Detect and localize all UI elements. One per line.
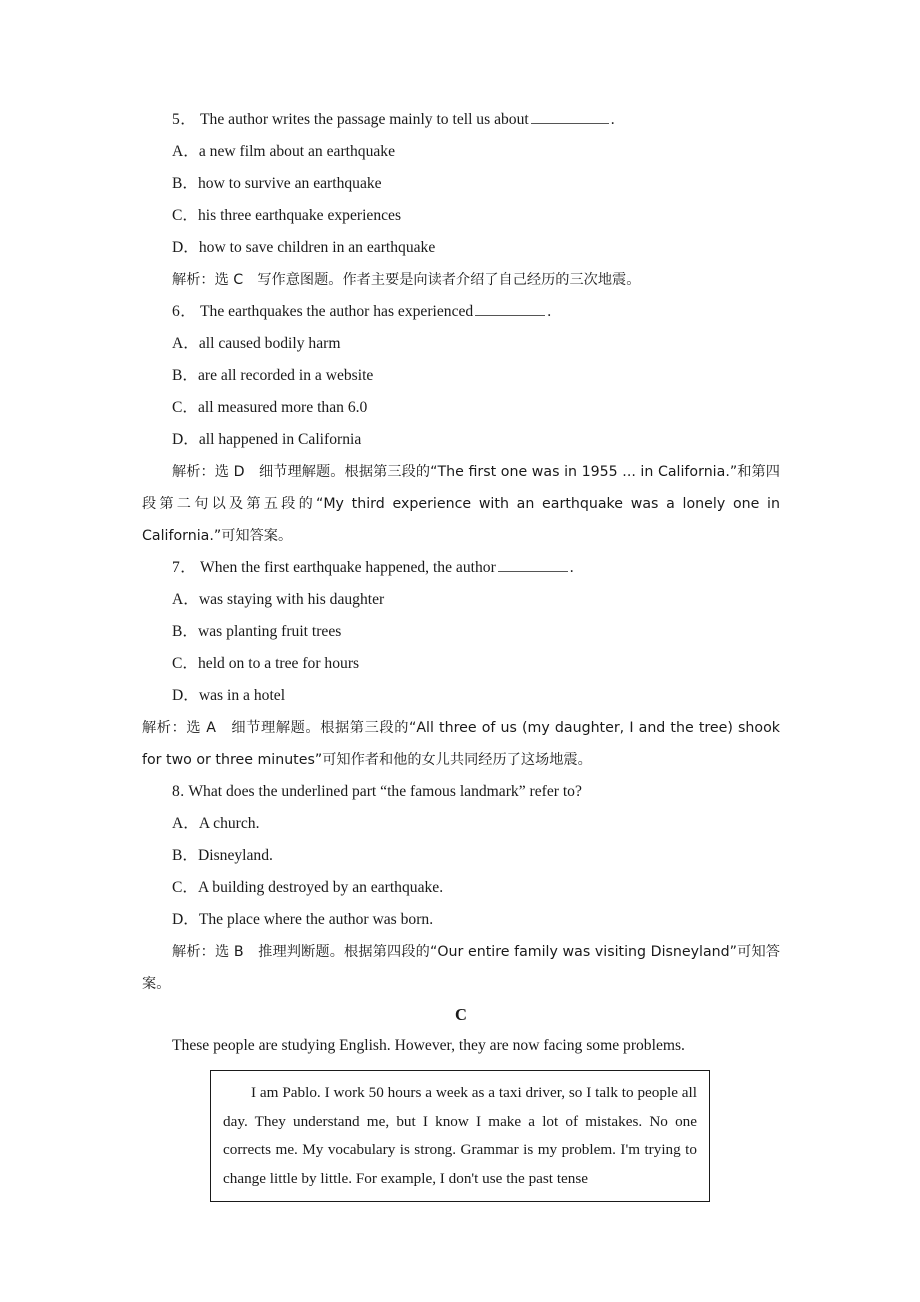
- option-text-7-b: was planting fruit trees: [198, 623, 342, 640]
- option-text-6-c: all measured more than 6.0: [198, 399, 368, 416]
- option-label-7-d: D．: [172, 687, 199, 704]
- section-c-intro: These people are studying English. However, they are now facing some problems.: [172, 1037, 685, 1054]
- question-block-7: [142, 552, 780, 776]
- section-c-block: [142, 1000, 780, 1202]
- option-text-6-b: are all recorded in a website: [198, 367, 374, 384]
- option-7-b[interactable]: [142, 616, 780, 648]
- explanation-7: 解析：选 A 细节理解题。根据第三段的“All three of us (my daughter, I and the tree) shook for two or three minutes”可知作者和他的女儿共同经历了这场地震。: [142, 720, 780, 768]
- question-number-6: 6．: [172, 303, 197, 320]
- option-label-6-d: D．: [172, 431, 199, 448]
- question-text-5: The author writes the passage mainly to tell us about: [200, 111, 529, 128]
- option-8-a[interactable]: [142, 808, 780, 840]
- option-label-6-b: B．: [172, 367, 198, 384]
- question-block-6: [142, 296, 780, 552]
- question-punct-5: .: [610, 111, 615, 128]
- option-text-8-b: Disneyland.: [198, 847, 273, 864]
- question-stem-6: [142, 296, 780, 328]
- option-label-5-a: A．: [172, 143, 199, 160]
- option-text-5-c: his three earthquake experiences: [198, 207, 402, 224]
- option-7-a[interactable]: [142, 584, 780, 616]
- question-block-5: [142, 104, 780, 296]
- explanation-5: 解析：选 C 写作意图题。作者主要是向读者介绍了自己经历的三次地震。: [172, 272, 641, 288]
- option-label-6-c: C．: [172, 399, 198, 416]
- option-7-d[interactable]: [142, 680, 780, 712]
- option-text-7-d: was in a hotel: [198, 687, 286, 704]
- option-label-8-b: B．: [172, 847, 198, 864]
- question-stem-7: [142, 552, 780, 584]
- option-text-5-d: how to save children in an earthquake: [198, 239, 436, 256]
- option-text-5-b: how to survive an earthquake: [198, 175, 382, 192]
- question-block-8: [142, 776, 780, 1000]
- option-text-7-c: held on to a tree for hours: [198, 655, 360, 672]
- option-6-b[interactable]: [142, 360, 780, 392]
- option-5-d[interactable]: [142, 232, 780, 264]
- option-label-5-b: B．: [172, 175, 198, 192]
- option-8-b[interactable]: [142, 840, 780, 872]
- question-punct-6: .: [547, 303, 552, 320]
- option-text-5-a: a new film about an earthquake: [198, 143, 395, 160]
- option-text-6-d: all happened in California: [198, 431, 362, 448]
- question-number-8: 8.: [172, 783, 185, 800]
- option-7-c[interactable]: [142, 648, 780, 680]
- worksheet-page: [142, 0, 780, 1302]
- option-label-5-d: D．: [172, 239, 199, 256]
- question-number-7: 7．: [172, 559, 197, 576]
- option-6-c[interactable]: [142, 392, 780, 424]
- option-label-8-a: A．: [172, 815, 199, 832]
- top-margin-spacer: [142, 0, 780, 104]
- option-5-a[interactable]: [142, 136, 780, 168]
- option-label-6-a: A．: [172, 335, 199, 352]
- explanation-6: 解析：选 D 细节理解题。根据第三段的“The first one was in 1955 ... in California.”和第四段第二句以及第五段的“My third experience with an earthquake was a lonely one in California.”可知答案。: [142, 464, 780, 544]
- option-8-d[interactable]: [142, 904, 780, 936]
- option-8-c[interactable]: [142, 872, 780, 904]
- question-number-5: 5．: [172, 111, 197, 128]
- answer-blank-6[interactable]: [475, 300, 545, 316]
- option-text-6-a: all caused bodily harm: [198, 335, 341, 352]
- option-label-8-d: D．: [172, 911, 199, 928]
- option-text-8-c: A building destroyed by an earthquake.: [198, 879, 444, 896]
- option-label-7-b: B．: [172, 623, 198, 640]
- option-text-8-d: The place where the author was born.: [198, 911, 434, 928]
- question-stem-8: [142, 776, 780, 808]
- option-5-b[interactable]: [142, 168, 780, 200]
- question-text-7: When the first earthquake happened, the author: [200, 559, 496, 576]
- question-text-6: The earthquakes the author has experienced: [200, 303, 474, 320]
- option-6-a[interactable]: [142, 328, 780, 360]
- option-text-7-a: was staying with his daughter: [198, 591, 385, 608]
- option-label-5-c: C．: [172, 207, 198, 224]
- option-text-8-a: A church.: [198, 815, 260, 832]
- option-label-7-a: A．: [172, 591, 199, 608]
- question-punct-7: .: [569, 559, 574, 576]
- question-text-8: What does the underlined part “the famous landmark” refer to?: [188, 783, 582, 800]
- answer-blank-7[interactable]: [498, 556, 568, 572]
- answer-blank-5[interactable]: [531, 108, 609, 124]
- explanation-8: 解析：选 B 推理判断题。根据第四段的“Our entire family was visiting Disneyland”可知答案。: [142, 944, 780, 992]
- passage-text-pablo: I am Pablo. I work 50 hours a week as a taxi driver, so I talk to people all day. They understand me, but I know I make a lot of mistakes. No one corrects me. My vocabulary is strong. Grammar is my problem. I'm trying to change little by little. For example, I don't use the past tense: [223, 1084, 697, 1187]
- option-6-d[interactable]: [142, 424, 780, 456]
- option-label-7-c: C．: [172, 655, 198, 672]
- passage-box-pablo: [210, 1070, 710, 1202]
- option-label-8-c: C．: [172, 879, 198, 896]
- question-stem-5: [142, 104, 780, 136]
- option-5-c[interactable]: [142, 200, 780, 232]
- section-heading-c: C: [455, 1005, 467, 1024]
